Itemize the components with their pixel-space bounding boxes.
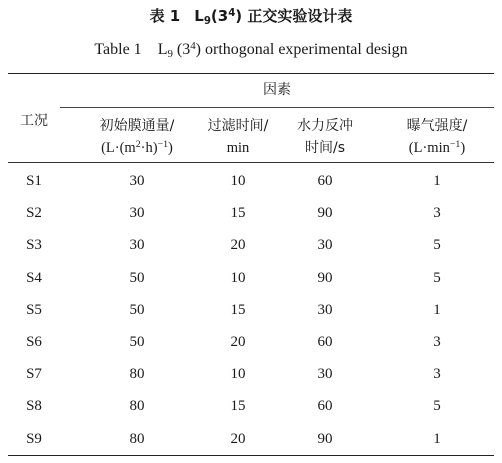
- initial-flux-cell: 30: [129, 173, 145, 189]
- header-initial-flux: 初始膜通量/ $(L\cdot(m^2\cdot h)^{-1})$: [99, 118, 175, 156]
- backwash-time-cell: 60: [317, 398, 333, 415]
- table-row: [8, 392, 494, 424]
- filtration-time-cell: 15: [230, 398, 246, 415]
- design-notation: $L_9(3^4)$: [194, 7, 243, 27]
- header-aeration-intensity: 曝气强度/ $(L\cdot\min^{-1})$: [406, 118, 468, 156]
- filtration-time-cell: 20: [230, 333, 246, 350]
- backwash-time-cell: 60: [317, 333, 333, 350]
- condition-cell: S5: [26, 301, 42, 318]
- table-caption-chinese: [0, 5, 502, 27]
- condition-cell: S8: [26, 398, 42, 415]
- initial-flux-cell: 30: [129, 205, 145, 222]
- aeration-cell: 5: [433, 398, 441, 415]
- backwash-time-cell: 60: [317, 173, 333, 189]
- table-row: [8, 199, 494, 231]
- filtration-time-cell: 20: [230, 430, 246, 447]
- backwash-time-cell: 90: [317, 269, 333, 286]
- backwash-time-cell: 30: [317, 366, 333, 383]
- condition-cell: S1: [26, 173, 42, 189]
- table-caption-english: [0, 39, 502, 61]
- aeration-cell: 1: [433, 430, 441, 447]
- filtration-time-cell: 10: [230, 269, 246, 286]
- aeration-cell: 3: [433, 205, 441, 222]
- table-row: [8, 167, 494, 199]
- filtration-time-cell: 20: [230, 237, 246, 254]
- header-bottom-rule: [8, 162, 494, 163]
- aeration-cell: 1: [433, 301, 441, 318]
- initial-flux-cell: 30: [129, 237, 145, 254]
- condition-cell: S4: [26, 269, 42, 286]
- backwash-time-cell: 90: [317, 430, 333, 447]
- table-row: [8, 328, 494, 360]
- initial-flux-cell: 50: [129, 269, 145, 286]
- initial-flux-cell: 80: [129, 366, 145, 383]
- initial-flux-cell: 80: [129, 398, 145, 415]
- condition-cell: S7: [26, 366, 42, 383]
- table-row: [8, 231, 494, 263]
- filtration-time-cell: 15: [230, 301, 246, 318]
- aeration-cell: 1: [433, 173, 441, 189]
- filtration-time-cell: 10: [230, 173, 246, 189]
- aeration-cell: 5: [433, 269, 441, 286]
- condition-header: 工况: [20, 113, 48, 129]
- condition-cell: S2: [26, 205, 42, 222]
- condition-cell: S9: [26, 430, 42, 447]
- condition-cell: S6: [26, 333, 42, 350]
- table-row: [8, 296, 494, 328]
- condition-cell: S3: [26, 237, 42, 254]
- filtration-time-cell: 10: [230, 366, 246, 383]
- table-body: [8, 167, 494, 457]
- backwash-time-cell: 90: [317, 205, 333, 222]
- design-notation-en: $L_9$ $(3^4)$: [157, 39, 201, 61]
- table-top-rule: [8, 73, 494, 74]
- table-row: [8, 425, 494, 457]
- aeration-cell: 3: [433, 366, 441, 383]
- factor-group-rule: [60, 107, 494, 108]
- table-title: 正交实验设计表: [247, 7, 353, 25]
- initial-flux-cell: 50: [129, 301, 145, 318]
- table-row: [8, 264, 494, 296]
- header-backwash-time: 水力反冲 时间/s: [297, 118, 353, 156]
- aeration-cell: 5: [433, 237, 441, 254]
- aeration-cell: 3: [433, 333, 441, 350]
- backwash-time-cell: 30: [317, 237, 333, 254]
- table-title-en: orthogonal experimental design: [205, 41, 408, 58]
- table-number: 表 1: [149, 7, 181, 25]
- factor-group-header: 因素: [263, 82, 291, 98]
- initial-flux-cell: 80: [129, 430, 145, 447]
- initial-flux-cell: 50: [129, 333, 145, 350]
- table-number-en: Table 1: [94, 41, 142, 58]
- table-row: [8, 360, 494, 392]
- backwash-time-cell: 30: [317, 301, 333, 318]
- filtration-time-cell: 15: [230, 205, 246, 222]
- header-filtration-time: 过滤时间/ min: [207, 118, 269, 156]
